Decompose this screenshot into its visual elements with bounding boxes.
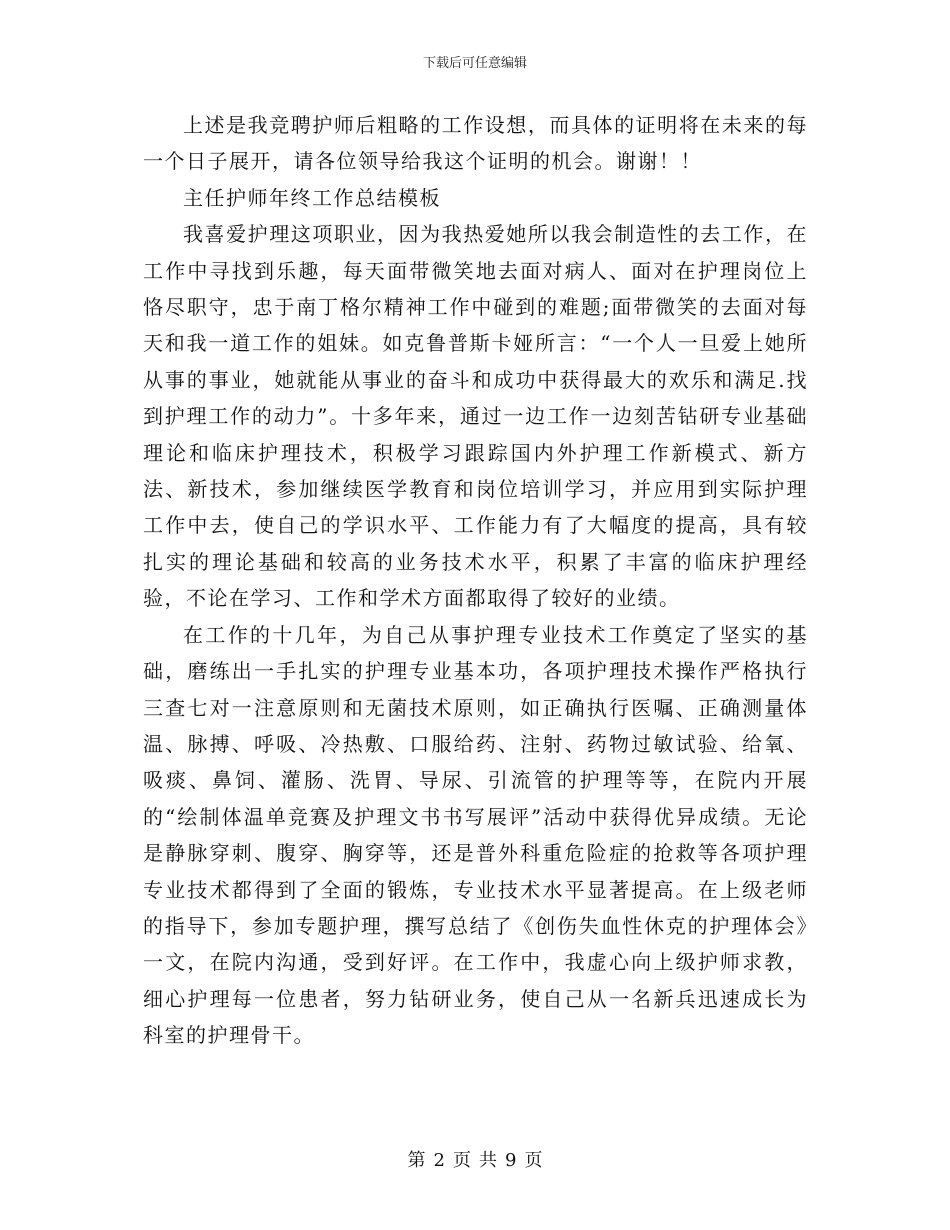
page-label-prefix: 第 [407, 1150, 426, 1171]
paragraph-closing: 上述是我竞聘护师后粗略的工作设想，而具体的证明将在未来的每一个日子展开，请各位领导给我这个证明的机会。谢谢！！ [143, 113, 808, 174]
document-body [143, 107, 808, 1054]
total-page-number: 9 [505, 1150, 517, 1171]
section-title: 主任护师年终工作总结模板 [183, 185, 441, 210]
current-page-number: 2 [433, 1150, 445, 1171]
paragraph-1: 我喜爱护理这项职业，因为我热爱她所以我会制造性的去工作，在工作中寻找到乐趣，每天面带微笑地去面对病人、面对在护理岗位上恪尽职守，忠于南丁格尔精神工作中碰到的难题;面带微笑的去面对每天和我一道工作的姐妹。如克鲁普斯卡娅所言：“一个人一旦爱上她所从事的事业，她就能从事业的奋斗和成功中获得最大的欢乐和满足.找到护理工作的动力”。十多年来，通过一边工作一边刻苦钻研专业基础理论和临床护理技术，积极学习跟踪国内外护理工作新模式、新方法、新技术，参加继续医学教育和岗位培训学习，并应用到实际护理工作中去，使自己的学识水平、工作能力有了大幅度的提高，具有较扎实的理论基础和较高的业务技术水平，积累了丰富的临床护理经验，不论在学习、工作和学术方面都取得了较好的业绩。 [143, 222, 808, 611]
page-label-total-prefix: 共 [479, 1150, 497, 1171]
page-header-note: 下载后可任意编辑 [422, 56, 527, 71]
page-label-mid: 页 [453, 1150, 471, 1171]
paragraph-2: 在工作的十几年，为自己从事护理专业技术工作奠定了坚实的基础，磨练出一手扎实的护理专业基本功，各项护理技术操作严格执行三查七对一注意原则和无菌技术原则，如正确执行医嘱、正确测量体温、脉搏、呼吸、冷热敷、口服给药、注射、药物过敏试验、给氧、吸痰、鼻饲、灌肠、洗胃、导尿、引流管的护理等等，在院内开展的“绘制体温单竞赛及护理文书书写展评”活动中获得优异成绩。无论是静脉穿刺、腹穿、胸穿等，还是普外科重危险症的抢救等各项护理专业技术都得到了全面的锻炼，专业技术水平显著提高。在上级老师的指导下，参加专题护理，撰写总结了《创伤失血性休克的护理体会》一文，在院内沟通，受到好评。在工作中，我虚心向上级护师求教，细心护理每一位患者，努力钻研业务，使自己从一名新兵迅速成长为科室的护理骨干。 [143, 622, 808, 1048]
page-label-suffix: 页 [524, 1150, 543, 1171]
page-footer [0, 1146, 950, 1172]
